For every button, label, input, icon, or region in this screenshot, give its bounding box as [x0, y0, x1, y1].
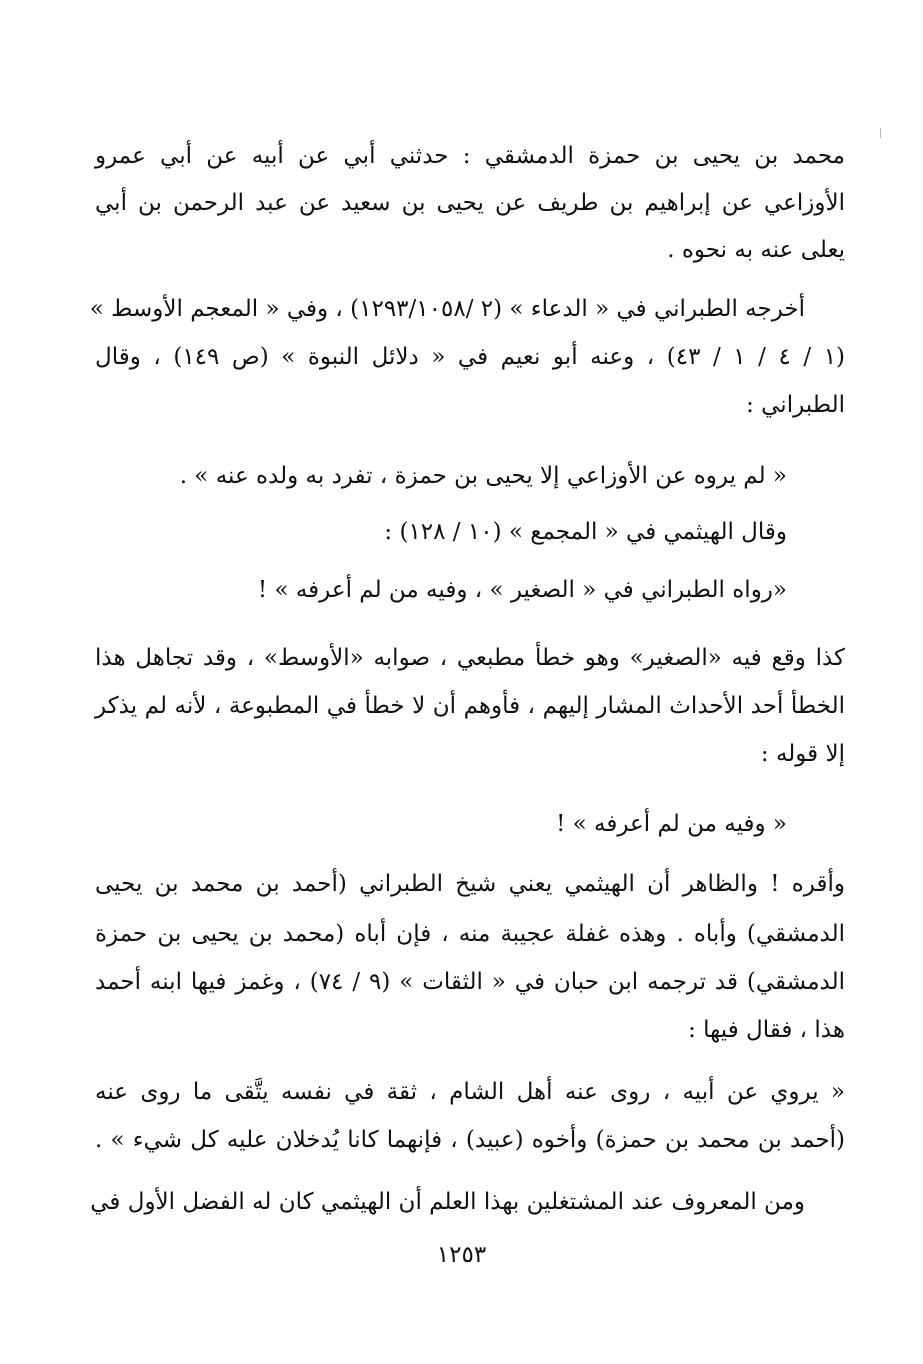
text-line-15: ومن المعروف عند المشتغلين بهذا العلم أن الهيثمي كان له الفضل الأول في — [90, 1189, 805, 1215]
text-line-6: الطبراني : — [746, 392, 845, 418]
text-line-12: الدمشقي) وأباه . وهذه غفلة عجيبة منه ، فإن أباه (محمد بن يحيى بن حمزة — [95, 921, 845, 947]
text-line-4: أخرجه الطبراني في « الدعاء » (٢ /١٢٩٣/١٠٥٨) ، وفي « المعجم الأوسط » — [89, 296, 805, 322]
text-line-2: الأوزاعي عن إبراهيم بن طريف عن يحيى بن سعيد عن عبد الرحمن بن أبي — [95, 190, 845, 216]
quote-line-5: (أحمد بن محمد بن حمزة) وأخوه (عبيد) ، فإنهما كانا يُدخلان عليه كل شيء » . — [95, 1127, 845, 1153]
text-line-1: محمد بن يحيى بن حمزة الدمشقي : حدثني أبي عن أبيه عن أبي عمرو — [95, 143, 845, 169]
quote-line-2: «رواه الطبراني في « الصغير » ، وفيه من لم أعرفه » ! — [257, 577, 787, 603]
text-line-9: الخطأ أحد الأحداث المشار إليهم ، فأوهم أن لا خطأ في المطبوعة ، لأنه لم يذكر — [95, 693, 845, 719]
text-line-5: (١ / ٤ / ١ / ٤٣) ، وعنه أبو نعيم في « دلائل النبوة » (ص ١٤٩) ، وقال — [95, 344, 846, 370]
text-line-10: إلا قوله : — [760, 741, 845, 767]
quote-line-3: « وفيه من لم أعرفه » ! — [556, 811, 787, 837]
margin-mark — [880, 128, 881, 138]
page-number: ١٢٥٣ — [436, 1242, 487, 1268]
text-line-3: يعلى عنه به نحوه . — [667, 237, 845, 263]
text-line-13: الدمشقي) قد ترجمه ابن حبان في « الثقات » (٩ / ٧٤) ، وغمز فيها ابنه أحمد — [95, 969, 845, 995]
text-line-11: وأقره ! والظاهر أن الهيثمي يعني شيخ الطبراني (أحمد بن محمد بن يحيى — [95, 871, 845, 897]
text-line-7: وقال الهيثمي في « المجمع » (١٠ / ١٢٨) : — [384, 519, 787, 545]
text-line-14: هذا ، فقال فيها : — [688, 1017, 845, 1043]
quote-line-4: « يروي عن أبيه ، روى عنه أهل الشام ، ثقة في نفسه يتَّقى ما روى عنه — [95, 1079, 845, 1105]
quote-line-1: « لم يروه عن الأوزاعي إلا يحيى بن حمزة ، تفرد به ولده عنه » . — [179, 463, 787, 489]
text-line-8: كذا وقع فيه «الصغير» وهو خطأ مطبعي ، صوابه «الأوسط» ، وقد تجاهل هذا — [95, 645, 845, 671]
